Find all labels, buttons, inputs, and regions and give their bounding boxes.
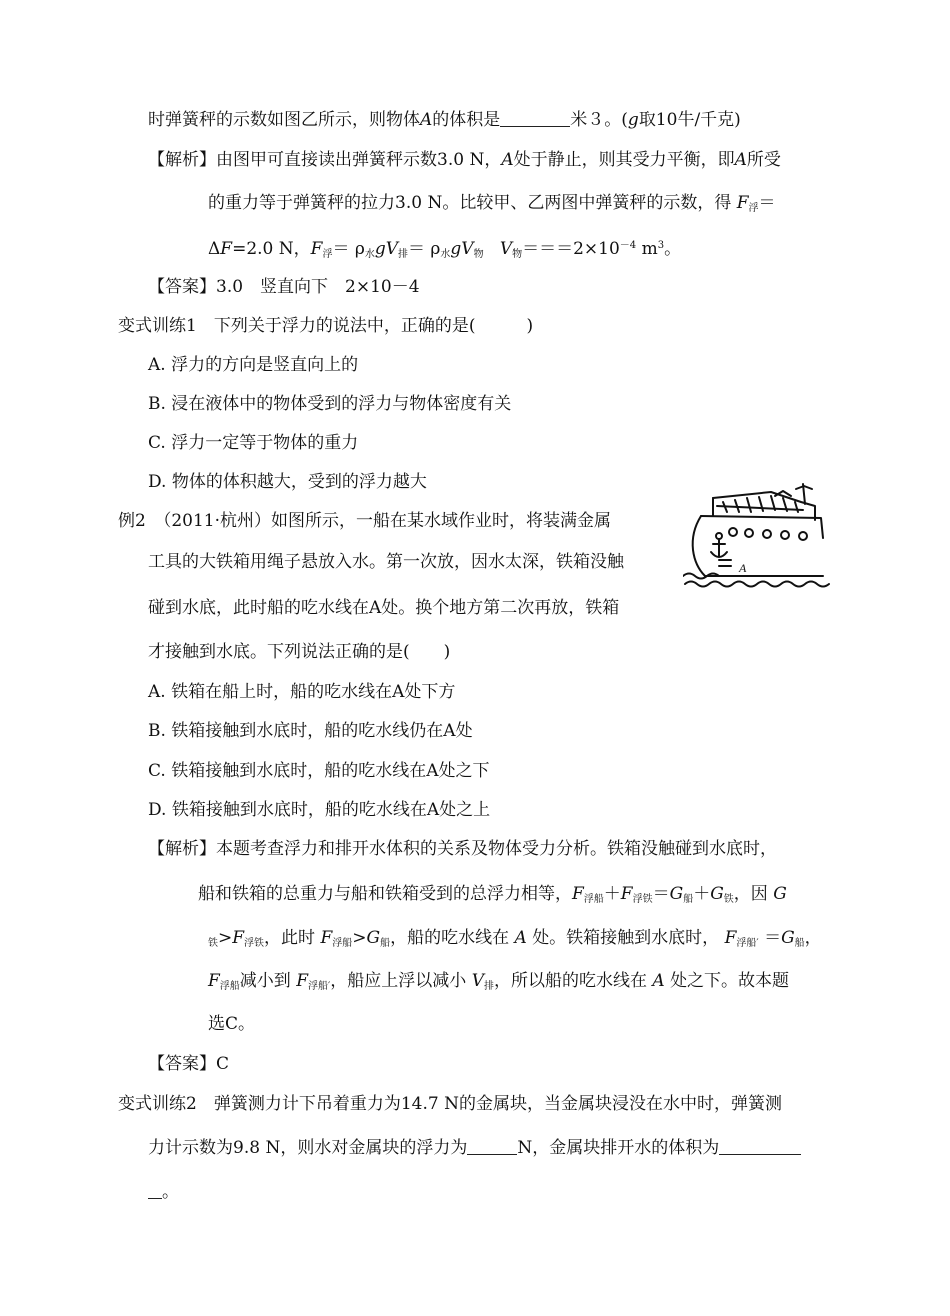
var-V: V <box>471 971 484 991</box>
text: 处于静止，则其受力平衡，即 <box>513 150 735 170</box>
subscript: 铁 <box>723 894 734 905</box>
text: ＝ ρ <box>332 239 365 259</box>
subscript: 浮铁 <box>244 938 265 949</box>
answer-blank <box>467 1136 517 1155</box>
exercise-2-line-2 <box>148 1136 801 1160</box>
text: ＝ <box>652 884 670 904</box>
example-2-line-3: 碰到水底，此时船的吃水线在A处。换个地方第二次再放，铁箱 <box>148 598 620 618</box>
var-F: F <box>320 928 333 948</box>
text: 处。铁箱接触到水底时， <box>532 928 720 948</box>
var-A: A <box>734 150 747 170</box>
var-gV: gV <box>374 239 399 259</box>
var-g: g <box>627 110 639 130</box>
subscript: 铁 <box>208 938 218 949</box>
subscript: 水 <box>364 249 375 260</box>
analysis-line-2 <box>208 191 776 221</box>
subscript: 水 <box>440 249 451 260</box>
exercise-1-option-a: A. 浮力的方向是竖直向上的 <box>148 355 359 375</box>
text: ＋ <box>693 884 711 904</box>
text: ， <box>804 928 822 948</box>
text: 。 <box>162 1182 179 1202</box>
analysis-2-line-2 <box>198 882 787 912</box>
question-line-1 <box>148 108 741 132</box>
var-gV: gV <box>450 239 474 259</box>
analysis-2-line-5: 选C。 <box>208 1014 256 1034</box>
text: ＋ <box>603 884 621 904</box>
subscript: 浮 <box>322 249 333 260</box>
var-A: A <box>420 110 433 130</box>
var-F: F <box>620 884 633 904</box>
subscript: 浮 <box>748 203 759 214</box>
text: ，船的吃水线在 <box>390 928 510 948</box>
superscript: －4 <box>619 240 637 251</box>
answer-blank <box>500 108 570 127</box>
text: 米３。( <box>570 110 628 130</box>
text: ，因 <box>733 884 768 904</box>
subscript: 船 <box>683 894 694 905</box>
var-F: F <box>296 971 308 991</box>
exercise-1-option-d: D. 物体的体积越大，受到的浮力越大 <box>148 472 427 492</box>
text: ＝ ρ <box>408 239 441 259</box>
subscript: 船 <box>380 938 391 949</box>
exercise-1-stem: 变式训练1 下列关于浮力的说法中，正确的是( ) <box>118 316 534 336</box>
var-F: F <box>310 239 323 259</box>
subscript: 物 <box>473 249 484 260</box>
var-G: G <box>781 928 795 948</box>
var-G: G <box>773 884 787 904</box>
text: 【解析】由图甲可直接读出弹簧秤示数3.0 N， <box>148 150 502 170</box>
delta: Δ <box>208 239 221 259</box>
example-2-line-2: 工具的大铁箱用绳子悬放入水。第一次放，因水太深，铁箱没触 <box>148 552 624 572</box>
var-V: V <box>499 239 513 259</box>
text: m <box>636 239 658 259</box>
text: N，金属块排开水的体积为 <box>517 1138 720 1158</box>
analysis-2-line-3 <box>208 926 822 956</box>
superscript: 3 <box>657 240 665 251</box>
waterline-label: A <box>739 561 747 575</box>
text: 的重力等于弹簧秤的拉力3.0 N。比较甲、乙两图中弹簧秤的示数，得 <box>208 193 732 213</box>
answer-blank <box>719 1136 801 1155</box>
ship-illustration <box>683 480 833 590</box>
subscript: 浮船 <box>583 894 604 905</box>
text: ，所以船的吃水线在 <box>493 971 647 991</box>
subscript: 船 <box>794 938 805 949</box>
text: 取10牛/千克) <box>638 110 741 130</box>
subscript: 浮铁 <box>632 894 653 905</box>
subscript: 浮船 <box>219 981 240 992</box>
analysis-2-line-1: 【解析】本题考查浮力和排开水体积的关系及物体受力分析。铁箱没触碰到水底时， <box>148 839 777 859</box>
text: 的体积是 <box>432 110 501 130</box>
text: ＝＝＝2×10 <box>522 239 620 259</box>
text: 所受 <box>746 150 781 170</box>
text: 处之下。故本题 <box>670 971 790 991</box>
text: > <box>352 928 367 948</box>
exercise-1-option-b: B. 浸在液体中的物体受到的浮力与物体密度有关 <box>148 394 512 414</box>
example-2-option-c: C. 铁箱接触到水底时，船的吃水线在A处之下 <box>148 761 490 781</box>
analysis-line-3 <box>208 234 681 267</box>
var-G: G <box>366 928 381 948</box>
subscript: 排 <box>483 981 494 992</box>
text: ，此时 <box>264 928 316 948</box>
analysis-line-1 <box>148 148 781 172</box>
var-F: F <box>572 884 584 904</box>
subscript: 物 <box>512 249 523 260</box>
text: 时弹簧秤的示数如图乙所示，则物体 <box>148 110 420 130</box>
example-2-option-a: A. 铁箱在船上时，船的吃水线在A处下方 <box>148 682 456 702</box>
text: 。 <box>664 239 682 259</box>
text: 力计示数为9.8 N，则水对金属块的浮力为 <box>148 1138 468 1158</box>
var-A: A <box>514 928 527 948</box>
exercise-1-option-c: C. 浮力一定等于物体的重力 <box>148 433 359 453</box>
example-2-line-1: 例2 （2011·杭州）如图所示，一船在某水域作业时，将装满金属 <box>118 511 611 531</box>
text: ，船应上浮以减小 <box>330 971 467 991</box>
text: ＝ <box>764 928 782 948</box>
answer-line-1: 【答案】3.0 竖直向下 2×10－4 <box>148 277 420 297</box>
answer-line-2: 【答案】C <box>148 1054 230 1074</box>
text: 船和铁箱的总重力与船和铁箱受到的总浮力相等， <box>198 884 572 904</box>
subscript: 排 <box>398 249 409 260</box>
var-F: F <box>232 928 245 948</box>
var-F: F <box>736 193 749 213</box>
text: =2.0 N， <box>232 239 311 259</box>
analysis-2-line-4 <box>208 969 789 999</box>
var-G: G <box>669 884 684 904</box>
var-A: A <box>501 150 514 170</box>
text: ＝ <box>758 193 776 213</box>
exercise-2-line-1: 变式训练2 弹簧测力计下吊着重力为14.7 N的金属块，当金属块浸没在水中时，弹簧测 <box>118 1094 782 1114</box>
var-A: A <box>652 971 665 991</box>
subscript: 浮船′ <box>308 981 331 992</box>
subscript: 浮船 <box>332 938 353 949</box>
var-G: G <box>710 884 724 904</box>
example-2-option-b: B. 铁箱接触到水底时，船的吃水线仍在A处 <box>148 721 473 741</box>
var-F: F <box>220 239 233 259</box>
answer-blank <box>148 1180 162 1199</box>
exercise-2-line-3 <box>148 1180 179 1204</box>
example-2-option-d: D. 铁箱接触到水底时，船的吃水线在A处之上 <box>148 800 491 820</box>
text: > <box>218 928 233 948</box>
var-F: F <box>724 928 737 948</box>
var-F: F <box>208 971 220 991</box>
subscript: 浮船′ <box>736 938 759 949</box>
text: 减小到 <box>239 971 291 991</box>
example-2-line-4: 才接触到水底。下列说法正确的是( ) <box>148 642 451 662</box>
